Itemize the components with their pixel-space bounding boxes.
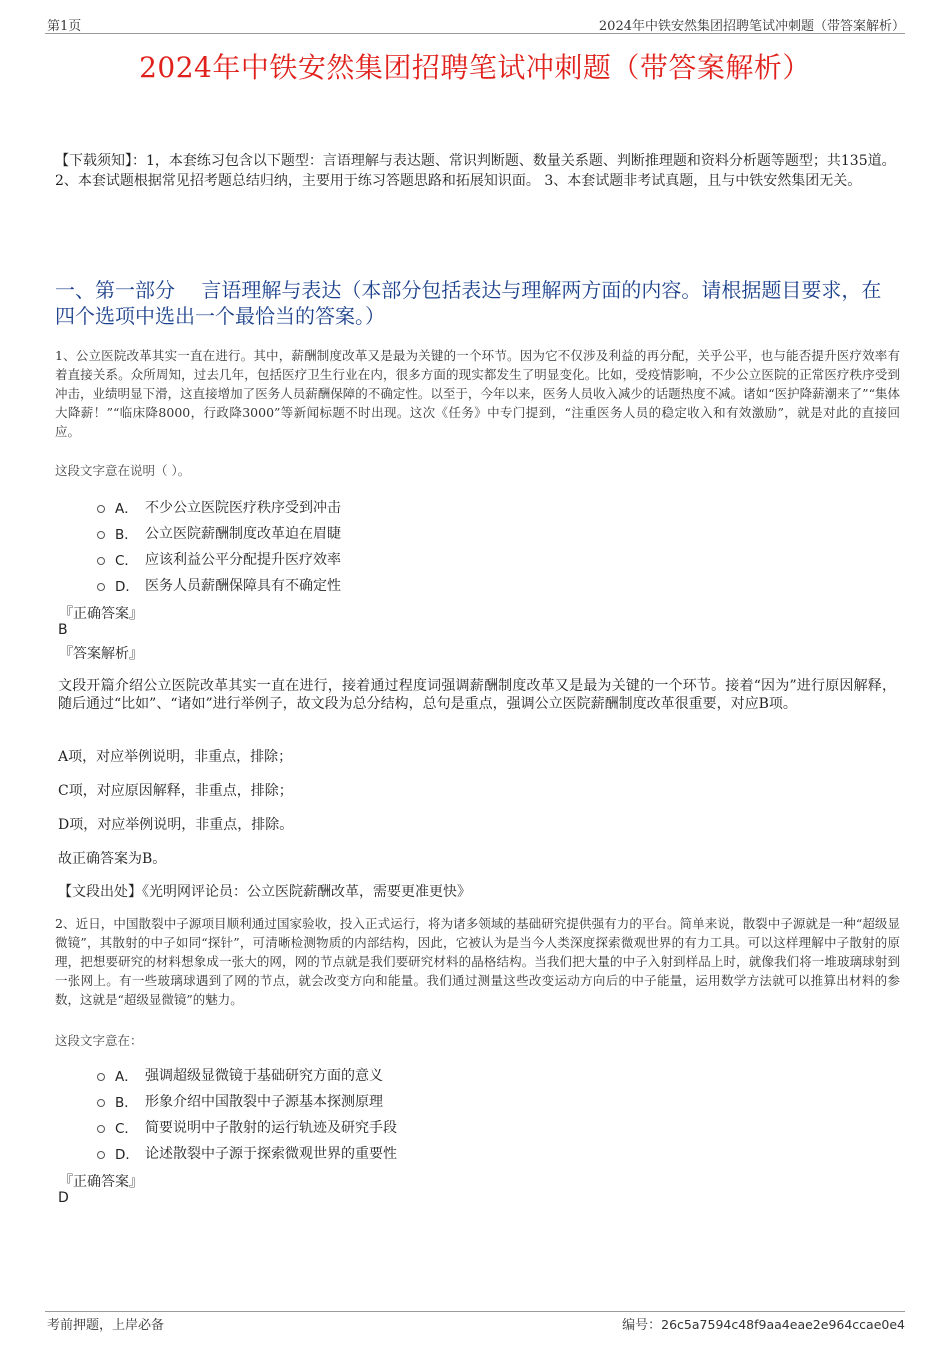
option-letter: D． (115, 579, 139, 595)
q2-answer-label: 『正确答案』 (59, 1174, 143, 1190)
q2-option-a[interactable] (97, 1065, 383, 1085)
q2-option-c[interactable] (97, 1117, 397, 1137)
option-text: 公立医院薪酬制度改革迫在眉睫 (145, 526, 341, 542)
footer-code (622, 1314, 905, 1333)
radio-icon[interactable] (97, 505, 105, 513)
q2-option-b[interactable] (97, 1091, 383, 1111)
option-text: 不少公立医院医疗秩序受到冲击 (145, 500, 341, 516)
section-heading: 一、第一部分 言语理解与表达（本部分包括表达与理解两方面的内容。请根据题目要求，在四个选项中选出一个最恰当的答案。） (55, 278, 882, 328)
option-letter: A． (115, 501, 138, 517)
option-text: 医务人员薪酬保障具有不确定性 (145, 578, 341, 594)
q1-analysis-label: 『答案解析』 (59, 646, 143, 662)
option-letter: C． (115, 553, 138, 569)
option-letter: B． (115, 1095, 138, 1111)
footer-code-label: 编号： (622, 1318, 662, 1333)
option-text: 论述散裂中子源于探索微观世界的重要性 (145, 1146, 397, 1162)
q2-option-d[interactable] (97, 1143, 397, 1163)
q1-passage: 1、公立医院改革其实一直在进行。其中，薪酬制度改革又是最为关键的一个环节。因为它不仅涉及利益的再分配，关乎公平，也与能否提升医疗效率有着直接关系。众所周知，过去几年，包括医疗卫生行业在内，很多方面的现实都发生了明显变化。比如，受疫情影响，不少公立医院的正常医疗秩序受到冲击，业绩明显下滑，这直接增加了医务人员薪酬保障的不确定性。以至于，今年以来，医务人员收入减少的话题热度不减。诸如“医护降薪潮来了”“集体大降薪！”“临床降8000，行政降3000”等新闻标题不时出现。这次《任务》中专门提到，“注重医务人员的稳定收入和有效激励”，就是对此的直接回应。 (55, 348, 900, 439)
radio-icon[interactable] (97, 531, 105, 539)
q1-analysis-line-d: D项，对应举例说明，非重点，排除。 (58, 817, 294, 833)
q2-prompt: 这段文字意在： (55, 1033, 143, 1048)
q1-option-d[interactable] (97, 575, 341, 595)
footer-divider (45, 1311, 905, 1312)
q1-analysis: 文段开篇介绍公立医院改革其实一直在进行，接着通过程度词强调薪酬制度改革又是最为关键的一个环节。接着“因为”进行原因解释，随后通过“比如”、“诸如”进行举例子，故文段为总分结构，总句是重点，强调公立医院薪酬制度改革很重要，对应B项。 (58, 678, 896, 712)
q1-answer: B (58, 622, 68, 638)
q1-source: 【文段出处】《光明网评论员：公立医院薪酬改革，需要更准更快》 (58, 884, 471, 900)
header-doc-title: 2024年中铁安然集团招聘笔试冲刺题（带答案解析） (598, 19, 905, 34)
radio-icon[interactable] (97, 583, 105, 591)
q1-option-a[interactable] (97, 497, 341, 517)
option-letter: C． (115, 1121, 138, 1137)
option-letter: D． (115, 1147, 139, 1163)
option-text: 应该利益公平分配提升医疗效率 (145, 552, 341, 568)
q1-option-c[interactable] (97, 549, 341, 569)
option-letter: B． (115, 527, 138, 543)
download-notice: 【下载须知】：1，本套练习包含以下题型：言语理解与表达题、常识判断题、数量关系题、判断推理题和资料分析题等题型；共135道。 2、本套试题根据常见招考题总结归纳，主要用于练习答题思路和拓展知识面。 3、本套试题非考试真题，且与中铁安然集团无关。 (55, 153, 896, 189)
header-divider (45, 33, 905, 34)
option-letter: A． (115, 1069, 138, 1085)
q1-analysis-line-a: A项，对应举例说明，非重点，排除； (58, 749, 293, 765)
footer-code-value: 26c5a7594c48f9aa4eae2e964ccae0e4 (661, 1317, 905, 1332)
option-text: 强调超级显微镜于基础研究方面的意义 (145, 1068, 383, 1084)
radio-icon[interactable] (97, 1151, 105, 1159)
q1-option-b[interactable] (97, 523, 341, 543)
radio-icon[interactable] (97, 1125, 105, 1133)
document-title: 2024年中铁安然集团招聘笔试冲刺题（带答案解析） (139, 51, 811, 84)
q2-answer: D (58, 1190, 69, 1206)
q1-conclusion: 故正确答案为B。 (58, 851, 167, 867)
radio-icon[interactable] (97, 1099, 105, 1107)
q2-passage: 2、近日，中国散裂中子源项目顺利通过国家验收，投入正式运行，将为诸多领域的基础研究提供强有力的平台。简单来说，散裂中子源就是一种“超级显微镜”，其散射的中子如同“探针”，可清晰检测物质的内部结构，因此，它被认为是当今人类深度探索微观世界的有力工具。可以这样理解中子散射的原理，把想要研究的材料想象成一张大的网，网的节点就是我们要研究材料的晶格结构。当我们把大量的中子入射到样品上时，就像我们将一堆玻璃球射到一张网上。有一些玻璃球遇到了网的节点，就会改变方向和能量。我们通过测量这些改变运动方向后的中子能量，运用数学方法就可以推算出材料的参数，这就是“超级显微镜”的魅力。 (55, 916, 900, 1007)
page-number: 第1页 (47, 19, 82, 34)
option-text: 形象介绍中国散裂中子源基本探测原理 (145, 1094, 383, 1110)
option-text: 简要说明中子散射的运行轨迹及研究手段 (145, 1120, 397, 1136)
radio-icon[interactable] (97, 1073, 105, 1081)
q1-answer-label: 『正确答案』 (59, 606, 143, 622)
footer-slogan: 考前押题，上岸必备 (47, 1318, 165, 1333)
q1-analysis-line-c: C项，对应原因解释，非重点，排除； (58, 783, 293, 799)
radio-icon[interactable] (97, 557, 105, 565)
q1-prompt: 这段文字意在说明（ ）。 (55, 463, 191, 478)
